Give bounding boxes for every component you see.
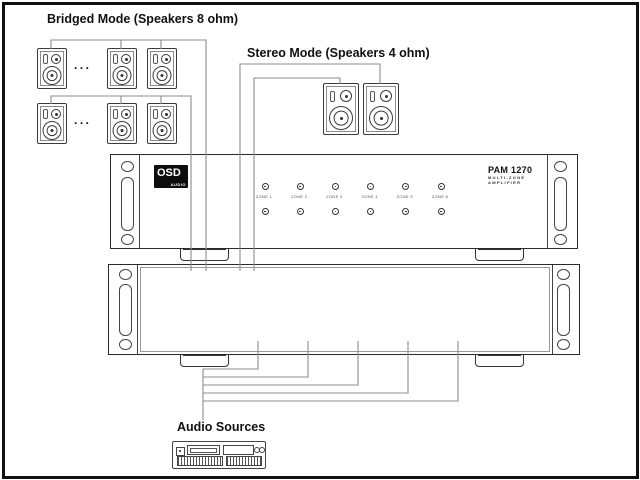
stereo-mode-title: Stereo Mode (Speakers 4 ohm) (247, 46, 430, 60)
vent-grille (177, 456, 223, 466)
screw-hole (121, 234, 134, 245)
rack-slot (557, 284, 570, 336)
rack-slot (119, 284, 132, 336)
ellipsis: ... (74, 113, 92, 127)
speaker (37, 48, 67, 89)
zone-led-top (402, 183, 409, 190)
model-line2: AMPLIFIER (488, 180, 522, 185)
zone-led-bottom (402, 208, 409, 215)
display (223, 445, 254, 455)
zone-led-bottom (438, 208, 445, 215)
model-block (488, 165, 548, 185)
zone-indicator (387, 182, 423, 213)
zone-led-top (438, 183, 445, 190)
disc-tray (187, 445, 220, 455)
screw-hole (119, 269, 132, 280)
zone-indicator (352, 182, 388, 213)
knob (259, 447, 265, 453)
zone-led-bottom (367, 208, 374, 215)
zone-led-top (262, 183, 269, 190)
screw-hole (121, 161, 134, 172)
zone-led-bottom (297, 208, 304, 215)
brand-sub: AUDIO (170, 182, 186, 187)
bridged-mode-title: Bridged Mode (Speakers 8 ohm) (47, 12, 239, 26)
speaker (363, 83, 399, 135)
rack-ear-divider (139, 155, 140, 248)
screw-hole (557, 339, 570, 350)
screw-hole (119, 339, 132, 350)
tweeter-icon (51, 54, 61, 64)
rack-ear-divider (552, 265, 553, 354)
screw-hole (554, 234, 567, 245)
zone-label: ZONE 4 (361, 194, 378, 199)
zone-indicator (316, 182, 352, 213)
zone-label: ZONE 6 (431, 194, 449, 199)
speaker (107, 103, 137, 144)
zone-label: ZONE 3 (326, 194, 343, 199)
model-line1: MULTI-ZONE (488, 175, 526, 180)
speaker (323, 83, 359, 135)
audio-source-device (172, 441, 266, 469)
zone-indicator (281, 182, 317, 213)
rack-slot (554, 177, 567, 231)
zone-indicator (422, 182, 458, 213)
rear-panel (108, 264, 580, 355)
zone-led-bottom (262, 208, 269, 215)
zone-label: ZONE 2 (291, 194, 308, 199)
rack-ear-divider (137, 265, 138, 354)
zone-label: ZONE 1 (255, 194, 273, 199)
screw-hole (557, 269, 570, 280)
zone-led-top (367, 183, 374, 190)
brand-logo (154, 165, 188, 188)
speaker (37, 103, 67, 144)
audio-sources-title: Audio Sources (177, 420, 266, 434)
vent-grille (226, 456, 262, 466)
zone-led-top (332, 183, 339, 190)
front-panel (110, 154, 578, 249)
zone-label: ZONE 5 (396, 194, 413, 199)
rear-face (140, 267, 550, 352)
speaker (147, 48, 177, 89)
zone-indicator (246, 182, 282, 213)
rack-slot (121, 177, 134, 231)
model-name: PAM 1270 (488, 165, 533, 175)
speaker (147, 103, 177, 144)
screw-hole (554, 161, 567, 172)
zone-led-bottom (332, 208, 339, 215)
zone-led-top (297, 183, 304, 190)
power-button (176, 447, 185, 456)
brand-name: OSD (157, 167, 181, 179)
speaker (107, 48, 137, 89)
woofer-icon (43, 66, 62, 85)
ellipsis: ... (74, 58, 92, 72)
